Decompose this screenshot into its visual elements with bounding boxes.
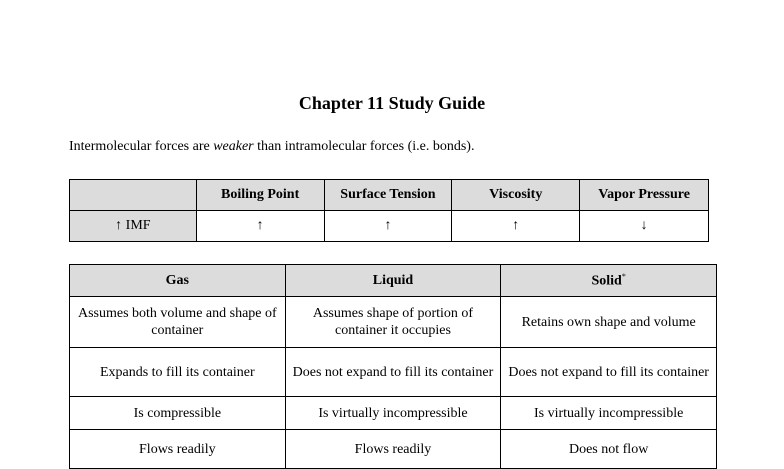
intro-text (69, 139, 474, 155)
page-title: Chapter 11 Study Guide (298, 93, 486, 113)
table-row (70, 297, 717, 348)
imf-table (69, 179, 709, 242)
states-header-solid-label: Solid (591, 273, 622, 289)
intro-before: Intermolecular forces are (69, 139, 214, 154)
imf-header-empty (70, 180, 197, 211)
table-cell: Flows readily (70, 430, 286, 469)
table-cell: Assumes shape of portion of container it occupies (285, 297, 501, 348)
states-header-liquid: Liquid (285, 265, 501, 297)
imf-data-row (70, 211, 709, 242)
states-header-solid (501, 265, 717, 297)
table-cell: Is virtually incompressible (501, 397, 717, 430)
states-header-gas: Gas (70, 265, 286, 297)
table-row (70, 397, 717, 430)
intro-after: than intramolecular forces (i.e. bonds). (253, 139, 475, 154)
table-cell: Assumes both volume and shape of container (70, 297, 286, 348)
table-row (70, 430, 717, 469)
imf-value-viscosity: ↑ (452, 211, 580, 242)
table-cell: Is virtually incompressible (285, 397, 501, 430)
table-cell: Does not expand to fill its container (285, 348, 501, 397)
imf-value-surface-tension: ↑ (324, 211, 452, 242)
states-header-row (70, 265, 717, 297)
table-cell: Expands to fill its container (70, 348, 286, 397)
imf-header-boiling-point: Boiling Point (196, 180, 324, 211)
table-cell: Does not expand to fill its container (501, 348, 717, 397)
solid-footnote-marker: * (621, 271, 626, 281)
table-cell: Retains own shape and volume (501, 297, 717, 348)
table-cell: Is compressible (70, 397, 286, 430)
imf-value-boiling-point: ↑ (196, 211, 324, 242)
intro-emphasis: weaker (213, 139, 254, 154)
imf-row-label: ↑ IMF (70, 211, 197, 242)
imf-header-vapor-pressure: Vapor Pressure (580, 180, 709, 211)
states-table (69, 264, 717, 469)
imf-header-surface-tension: Surface Tension (324, 180, 452, 211)
imf-header-row (70, 180, 709, 211)
imf-value-vapor-pressure: ↓ (580, 211, 709, 242)
table-cell: Does not flow (501, 430, 717, 469)
table-cell: Flows readily (285, 430, 501, 469)
imf-header-viscosity: Viscosity (452, 180, 580, 211)
table-row (70, 348, 717, 397)
